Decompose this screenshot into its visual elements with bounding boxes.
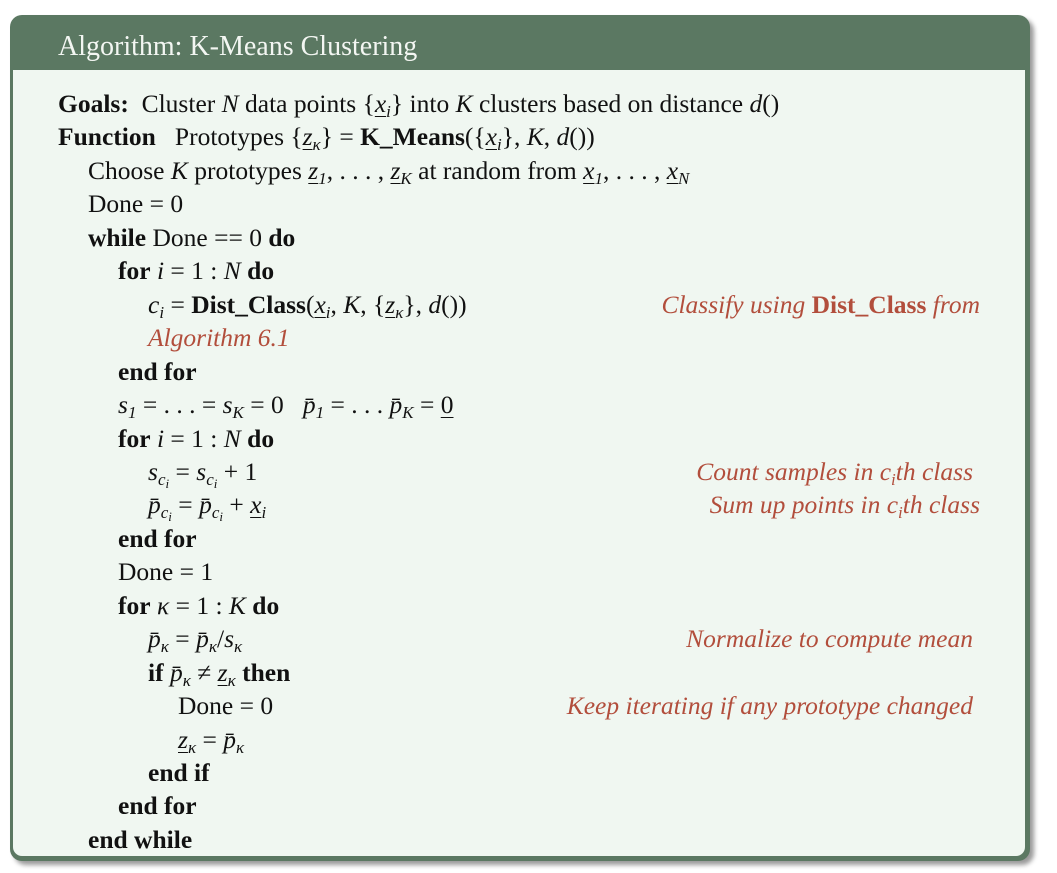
math-text: Done = 1	[118, 557, 214, 587]
math-term	[308, 155, 327, 188]
math-text: = 1 :	[164, 423, 224, 453]
keyword: for	[118, 590, 151, 620]
math-term	[302, 122, 321, 155]
math-term	[374, 89, 391, 121]
subscript: i	[165, 475, 170, 491]
keyword: K_Means	[360, 122, 465, 152]
math-text: p̄	[148, 624, 161, 654]
subscript: i	[496, 135, 502, 155]
algorithm-line	[13, 187, 1025, 220]
keyword: end for	[118, 523, 197, 553]
math-text: p̄	[302, 390, 316, 420]
subscript: i	[898, 503, 903, 523]
math-text: d	[749, 89, 763, 118]
keyword: for	[118, 423, 151, 453]
math-text: +	[222, 490, 251, 520]
math-text: s	[224, 624, 235, 654]
math-text: ())	[441, 289, 467, 319]
comment-text: th class	[902, 490, 980, 520]
algorithm-line	[13, 789, 1025, 822]
algorithm-line	[13, 87, 1025, 120]
math-text: s	[148, 456, 158, 486]
math-text: K	[170, 155, 188, 185]
code	[148, 321, 290, 354]
math-text: },	[501, 122, 527, 152]
code	[148, 622, 242, 655]
math-text: s	[118, 390, 128, 420]
math-text: = 1 :	[164, 256, 224, 286]
keyword: do	[247, 423, 275, 453]
math-term	[148, 490, 172, 525]
subscript: 1	[594, 168, 603, 188]
math-text: x	[666, 155, 679, 185]
algorithm-line	[13, 689, 1025, 722]
code	[88, 154, 689, 187]
math-term	[485, 122, 502, 155]
math-text: K	[343, 289, 361, 319]
math-term	[250, 490, 267, 523]
math-text: i	[156, 256, 165, 286]
math-text: d	[428, 289, 442, 319]
subscript: i	[325, 302, 331, 322]
math-text: Cluster	[128, 89, 222, 118]
algorithm-line	[13, 388, 1025, 421]
math-term	[196, 624, 217, 657]
math-text: , . . . ,	[602, 155, 667, 185]
math-text: Done = 0	[88, 189, 184, 219]
algorithm-line	[13, 488, 1025, 525]
subscript: 1	[315, 403, 325, 423]
keyword: end for	[118, 356, 197, 386]
comment-text: Keep iterating if any prototype changed	[566, 691, 973, 721]
math-text: x	[250, 490, 262, 520]
math-text: d	[556, 122, 570, 152]
comment	[686, 622, 973, 655]
subscript: K	[400, 168, 412, 188]
math-text: x	[485, 122, 497, 152]
math-term	[148, 456, 170, 491]
subscript: i	[219, 509, 223, 525]
math-text: 0	[440, 390, 454, 420]
algorithm-title: Algorithm: K-Means Clustering	[58, 31, 418, 62]
math-text: z	[385, 289, 396, 319]
keyword: end if	[148, 758, 210, 787]
code	[148, 656, 290, 689]
math-text: , . . . ,	[326, 155, 391, 185]
subscript: κ	[234, 637, 243, 657]
subscript: κ	[160, 637, 169, 657]
code	[118, 522, 197, 555]
comment-text: from	[926, 289, 980, 319]
math-text: =	[413, 390, 441, 420]
math-text: } =	[320, 122, 361, 152]
subscript: κ	[395, 302, 404, 322]
code	[58, 87, 779, 120]
math-text: N	[223, 256, 241, 286]
math-term	[223, 724, 245, 757]
math-text: = . . . =	[136, 390, 223, 420]
math-term	[222, 390, 244, 423]
keyword: Dist_Class	[191, 289, 306, 319]
math-text: =	[196, 724, 224, 754]
math-text: =	[171, 490, 200, 520]
math-text: p̄	[169, 657, 183, 687]
math-text: z	[178, 724, 188, 754]
math-term	[178, 724, 197, 757]
comment-text: Classify using	[661, 289, 812, 319]
code	[118, 555, 213, 588]
math-text: N	[221, 89, 239, 118]
math-text: i	[156, 423, 165, 453]
code	[178, 723, 244, 756]
subscript: K	[402, 403, 414, 423]
comment-text: Count samples in	[696, 456, 880, 486]
algorithm-line	[13, 656, 1025, 689]
math-text: data points {	[238, 89, 375, 118]
code	[88, 187, 183, 220]
subscript: i	[168, 509, 172, 525]
subscript: N	[678, 168, 690, 188]
math-text: = 1 :	[169, 590, 229, 620]
algorithm-line	[13, 455, 1025, 491]
subscript: 1	[318, 168, 327, 188]
code	[148, 756, 210, 789]
math-text: Prototypes {	[155, 122, 303, 152]
subscript: ci	[160, 503, 172, 525]
code	[118, 422, 274, 455]
keyword: then	[242, 657, 291, 687]
algorithm-line	[13, 120, 1025, 153]
math-text: clusters based on distance	[472, 89, 750, 118]
math-term	[118, 390, 137, 423]
math-text: p̄	[196, 624, 209, 654]
math-text: prototypes	[187, 155, 309, 185]
code	[148, 455, 258, 491]
keyword: Goals:	[58, 89, 129, 118]
math-term	[390, 155, 412, 188]
math-text: z	[217, 657, 228, 687]
math-text: at random from	[411, 155, 584, 185]
code	[88, 221, 295, 254]
code	[118, 789, 197, 822]
math-text: Done = 0	[178, 691, 274, 721]
subscript: i	[159, 302, 165, 322]
keyword: if	[148, 657, 164, 687]
keyword: do	[247, 256, 275, 286]
subscript: κ	[208, 637, 217, 657]
math-text: Choose	[88, 155, 171, 185]
algorithm-body	[13, 70, 1025, 856]
comment-text: c	[886, 490, 899, 520]
comment	[661, 288, 980, 321]
code	[148, 288, 467, 321]
subscript: κ	[227, 670, 236, 690]
math-term	[302, 390, 325, 423]
math-text: p̄	[389, 390, 403, 420]
math-term	[148, 289, 165, 322]
algorithm-line	[13, 823, 1025, 856]
math-text: , {	[360, 289, 386, 319]
math-text: ,	[543, 122, 557, 152]
math-term	[148, 624, 169, 657]
math-term	[217, 657, 236, 690]
math-text: x	[583, 155, 595, 185]
algorithm-line	[13, 756, 1025, 789]
keyword: end while	[88, 824, 193, 854]
comment	[710, 488, 980, 521]
math-text: },	[403, 289, 429, 319]
algorithm-line	[13, 321, 1025, 354]
math-term	[583, 155, 603, 188]
keyword: do	[252, 590, 280, 620]
algorithm-line	[13, 589, 1025, 622]
math-term	[389, 390, 414, 423]
subscript: i	[261, 503, 267, 523]
code	[58, 120, 595, 153]
algorithm-line	[13, 288, 1025, 321]
keyword: end for	[118, 791, 197, 821]
math-text: =	[164, 289, 192, 319]
math-text: } into	[390, 89, 456, 118]
math-text: z	[308, 155, 319, 185]
math-text: =	[169, 456, 197, 486]
subscript: i	[386, 102, 391, 121]
math-text: Done == 0	[146, 222, 269, 252]
keyword: for	[118, 256, 151, 286]
comment-text: Dist_Class	[811, 289, 927, 319]
code	[118, 254, 274, 287]
keyword: while	[88, 222, 147, 252]
algorithm-line	[13, 355, 1025, 388]
math-text: /	[216, 624, 225, 654]
algorithm-line	[13, 154, 1025, 187]
math-term	[196, 456, 218, 491]
math-text: x	[314, 289, 326, 319]
algorithm-line	[13, 254, 1025, 287]
subscript: ci	[157, 469, 170, 491]
subscript: κ	[187, 737, 197, 757]
math-term	[169, 657, 191, 690]
code	[148, 488, 267, 525]
algorithm-line	[13, 221, 1025, 254]
math-text: = . . .	[324, 390, 390, 420]
math-term	[224, 624, 243, 657]
comment	[567, 689, 973, 722]
comment-text: Sum up points in	[709, 490, 887, 520]
code	[178, 689, 273, 722]
subscript: ci	[206, 469, 218, 491]
math-term	[879, 456, 896, 489]
subscript: κ	[236, 737, 245, 757]
math-text: K	[526, 122, 544, 152]
keyword: do	[268, 222, 296, 252]
math-text: p̄	[148, 490, 161, 520]
math-term	[199, 490, 223, 525]
math-text: s	[196, 456, 207, 486]
math-text: p̄	[223, 724, 236, 754]
subscript: K	[232, 403, 244, 423]
subscript: i	[213, 475, 218, 491]
algorithm-line	[13, 522, 1025, 555]
subscript: ci	[211, 503, 223, 525]
subscript: κ	[182, 670, 191, 690]
math-term	[385, 289, 404, 322]
subscript: 1	[127, 403, 137, 423]
math-text: ,	[330, 289, 344, 319]
algorithm-line	[13, 555, 1025, 588]
math-term	[666, 155, 690, 188]
comment-text: Algorithm 6.1	[148, 323, 290, 353]
math-text: c	[148, 289, 160, 319]
code	[118, 355, 197, 388]
algorithm-line	[13, 422, 1025, 455]
math-text: =	[168, 624, 197, 654]
comment-text: th class	[895, 456, 973, 486]
math-text: s	[222, 390, 233, 420]
math-text: ≠	[190, 657, 218, 687]
code	[118, 388, 454, 421]
comment-text: Normalize to compute mean	[686, 624, 973, 654]
math-text: = 0	[243, 390, 303, 420]
math-text: ({	[464, 122, 486, 152]
math-text: ())	[569, 122, 595, 152]
keyword: Function	[58, 122, 156, 152]
algorithm-line	[13, 723, 1025, 756]
math-text: z	[390, 155, 401, 185]
algorithm-line	[13, 622, 1025, 655]
code	[118, 589, 279, 622]
math-text: κ	[156, 590, 170, 620]
math-text: z	[302, 122, 313, 152]
comment	[696, 455, 973, 488]
code	[88, 823, 192, 856]
subscript: i	[891, 469, 896, 489]
math-text: x	[374, 89, 387, 118]
math-term	[314, 289, 331, 322]
math-text: + 1	[217, 456, 258, 486]
math-text: N	[223, 423, 241, 453]
math-text: ()	[762, 89, 780, 118]
subscript: κ	[312, 135, 321, 155]
math-text: K	[228, 590, 246, 620]
comment-text: c	[879, 456, 892, 486]
math-text: p̄	[199, 490, 212, 520]
algorithm-box	[10, 15, 1030, 861]
math-text: K	[455, 89, 473, 118]
math-text: (	[305, 289, 315, 319]
math-term	[886, 490, 903, 523]
